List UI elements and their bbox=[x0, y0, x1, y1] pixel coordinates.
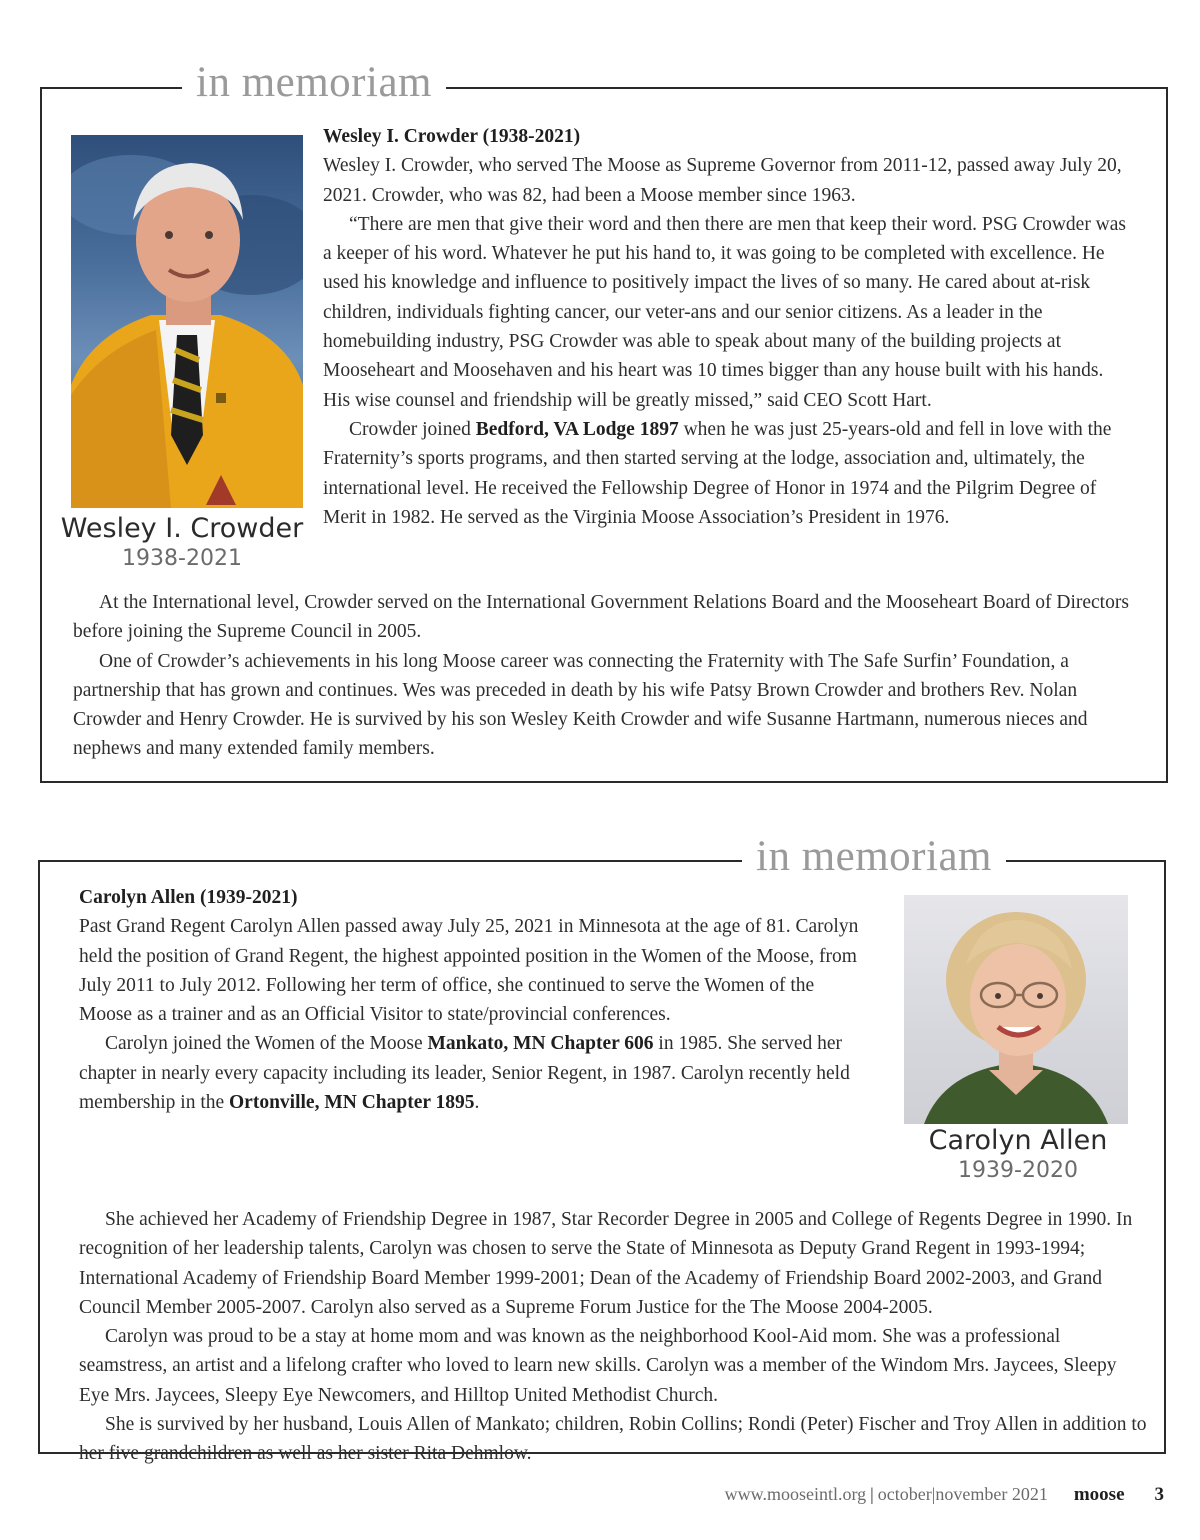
text-run: in 1985. She served her chapter in nearly every capacity including its leader, Senior Regent, in 1987. Carolyn recently held membership in the bbox=[79, 1033, 850, 1114]
footer-separator: | bbox=[931, 1484, 936, 1504]
footer-url[interactable]: www.mooseintl.org bbox=[724, 1484, 867, 1504]
caption-name: Wesley I. Crowder bbox=[60, 513, 304, 544]
article-paragraph: Wesley I. Crowder, who served The Moose as Supreme Governor from 2011-12, passed away July 20, 2021. Crowder, who was 82, had been a Moose member since 1963. bbox=[323, 155, 1122, 206]
page-number: 3 bbox=[1154, 1484, 1164, 1505]
photo-caption-crowder bbox=[58, 513, 306, 573]
text-run: . bbox=[474, 1092, 480, 1114]
portrait-photo-crowder bbox=[71, 135, 303, 508]
caption-years: 1938-2021 bbox=[122, 546, 242, 571]
lodge-name: Bedford, VA Lodge 1897 bbox=[475, 418, 679, 440]
article-paragraph: She achieved her Academy of Friendship Degree in 1987, Star Recorder Degree in 2005 and College of Regents Degree in 1990. In recognition of her leadership talents, Carolyn was chosen to serve the State of Minnesota as Deputy Grand Regent in 1993-1994; International Academy of Friendship Board Member 1999-2001; Dean of the Academy of Friendship Board 2002-2003, and Grand Council Member 2005-2007. Carolyn also served as a Supreme Forum Justice for the The Moose 2004-2005. bbox=[79, 1209, 1133, 1318]
article-title: Wesley I. Crowder (1938-2021) bbox=[323, 126, 581, 147]
article-paragraph bbox=[323, 415, 1135, 532]
article-title: Carolyn Allen (1939-2021) bbox=[79, 887, 298, 908]
footer-separator: | bbox=[870, 1484, 874, 1504]
chapter-name: Mankato, MN Chapter 606 bbox=[427, 1033, 654, 1055]
article-paragraph: “There are men that give their word and then there are men that keep their word. PSG Crowder was a keeper of his word. Whatever he put his hand to, it was going to be completed with excellence. He used his knowledge and influence to positively impact the lives of so many. He cared about at-risk children, individuals fighting cancer, our veter-ans and our senior citizens. As a leader in the homebuilding industry, PSG Crowder was able to speak about many of the building projects at Mooseheart and Moosehaven and his heart was 10 times bigger than any house built with his hands. His wise counsel and friendship will be greatly missed,” said CEO Scott Hart. bbox=[323, 213, 1127, 411]
article-paragraph bbox=[79, 1029, 869, 1117]
chapter-name: Ortonville, MN Chapter 1895 bbox=[229, 1092, 475, 1114]
text-run: Carolyn joined the Women of the Moose bbox=[105, 1033, 428, 1055]
caption-years: 1939-2020 bbox=[958, 1158, 1078, 1183]
article-text-crowder-top bbox=[323, 122, 1135, 532]
section-heading: in memoriam bbox=[182, 60, 446, 106]
article-paragraph: Carolyn was proud to be a stay at home mom and was known as the neighborhood Kool-Aid mom. She was a professional seamstress, an artist and a lifelong crafter who loved to learn new skills. Carolyn was a member of the Windom Mrs. Jaycees, Sleepy Eye Mrs. Jaycees, Sleepy Eye Newcomers, and Hilltop United Methodist Church. bbox=[79, 1326, 1117, 1406]
footer-year: 2021 bbox=[1011, 1484, 1048, 1504]
article-paragraph: One of Crowder’s achievements in his long Moose career was connecting the Fraternity with The Safe Surfin’ Foundation, a partnership that has grown and continues. Wes was preceded in death by his wife Patsy Brown Crowder and brothers Rev. Nolan Crowder and Henry Crowder. He is survived by his son Wesley Keith Crowder and wife Susanne Hartmann, numerous nieces and nephews and many extended family members. bbox=[73, 650, 1088, 760]
page-footer bbox=[725, 1484, 1164, 1506]
article-text-crowder-bottom bbox=[73, 588, 1143, 764]
photo-caption-allen bbox=[904, 1125, 1132, 1185]
article-text-allen-bottom bbox=[79, 1205, 1149, 1469]
footer-issue-month-b: november bbox=[935, 1484, 1008, 1504]
article-paragraph: She is survived by her husband, Louis Allen of Mankato; children, Robin Collins; Rondi (Peter) Fischer and Troy Allen in addition to her five grandchildren as well as her sister Rita Dehmlow. bbox=[79, 1414, 1147, 1465]
portrait-crowder-illustration bbox=[71, 135, 303, 508]
section-heading: in memoriam bbox=[742, 834, 1006, 880]
article-paragraph: Past Grand Regent Carolyn Allen passed away July 25, 2021 in Minnesota at the age of 81. Carolyn held the position of Grand Regent, the highest appointed position in the Women of the Moose, from July 2011 to July 2012. Following her term of office, she continued to serve the Women of the Moose as a trainer and as an Official Visitor to state/provincial conferences. bbox=[79, 916, 859, 1026]
footer-magazine-name: moose bbox=[1073, 1484, 1125, 1505]
caption-name: Carolyn Allen bbox=[928, 1125, 1108, 1156]
portrait-allen-illustration bbox=[904, 895, 1128, 1124]
footer-issue-month-a: october bbox=[877, 1484, 932, 1504]
text-run: when he was just 25-years-old and fell in love with the Fraternity’s sports programs, and then started serving at the lodge, association and, ultimately, the international level. He received the Fellowship Degree of Honor in 1974 and the Pilgrim Degree of Merit in 1982. He served as the Virginia Moose Association’s President in 1976. bbox=[323, 418, 1112, 528]
text-run: Crowder joined bbox=[349, 418, 476, 440]
portrait-photo-allen bbox=[904, 895, 1128, 1124]
article-paragraph: At the International level, Crowder served on the International Government Relations Board and the Mooseheart Board of Directors before joining the Supreme Council in 2005. bbox=[73, 592, 1129, 643]
article-text-allen-top bbox=[79, 883, 869, 1117]
